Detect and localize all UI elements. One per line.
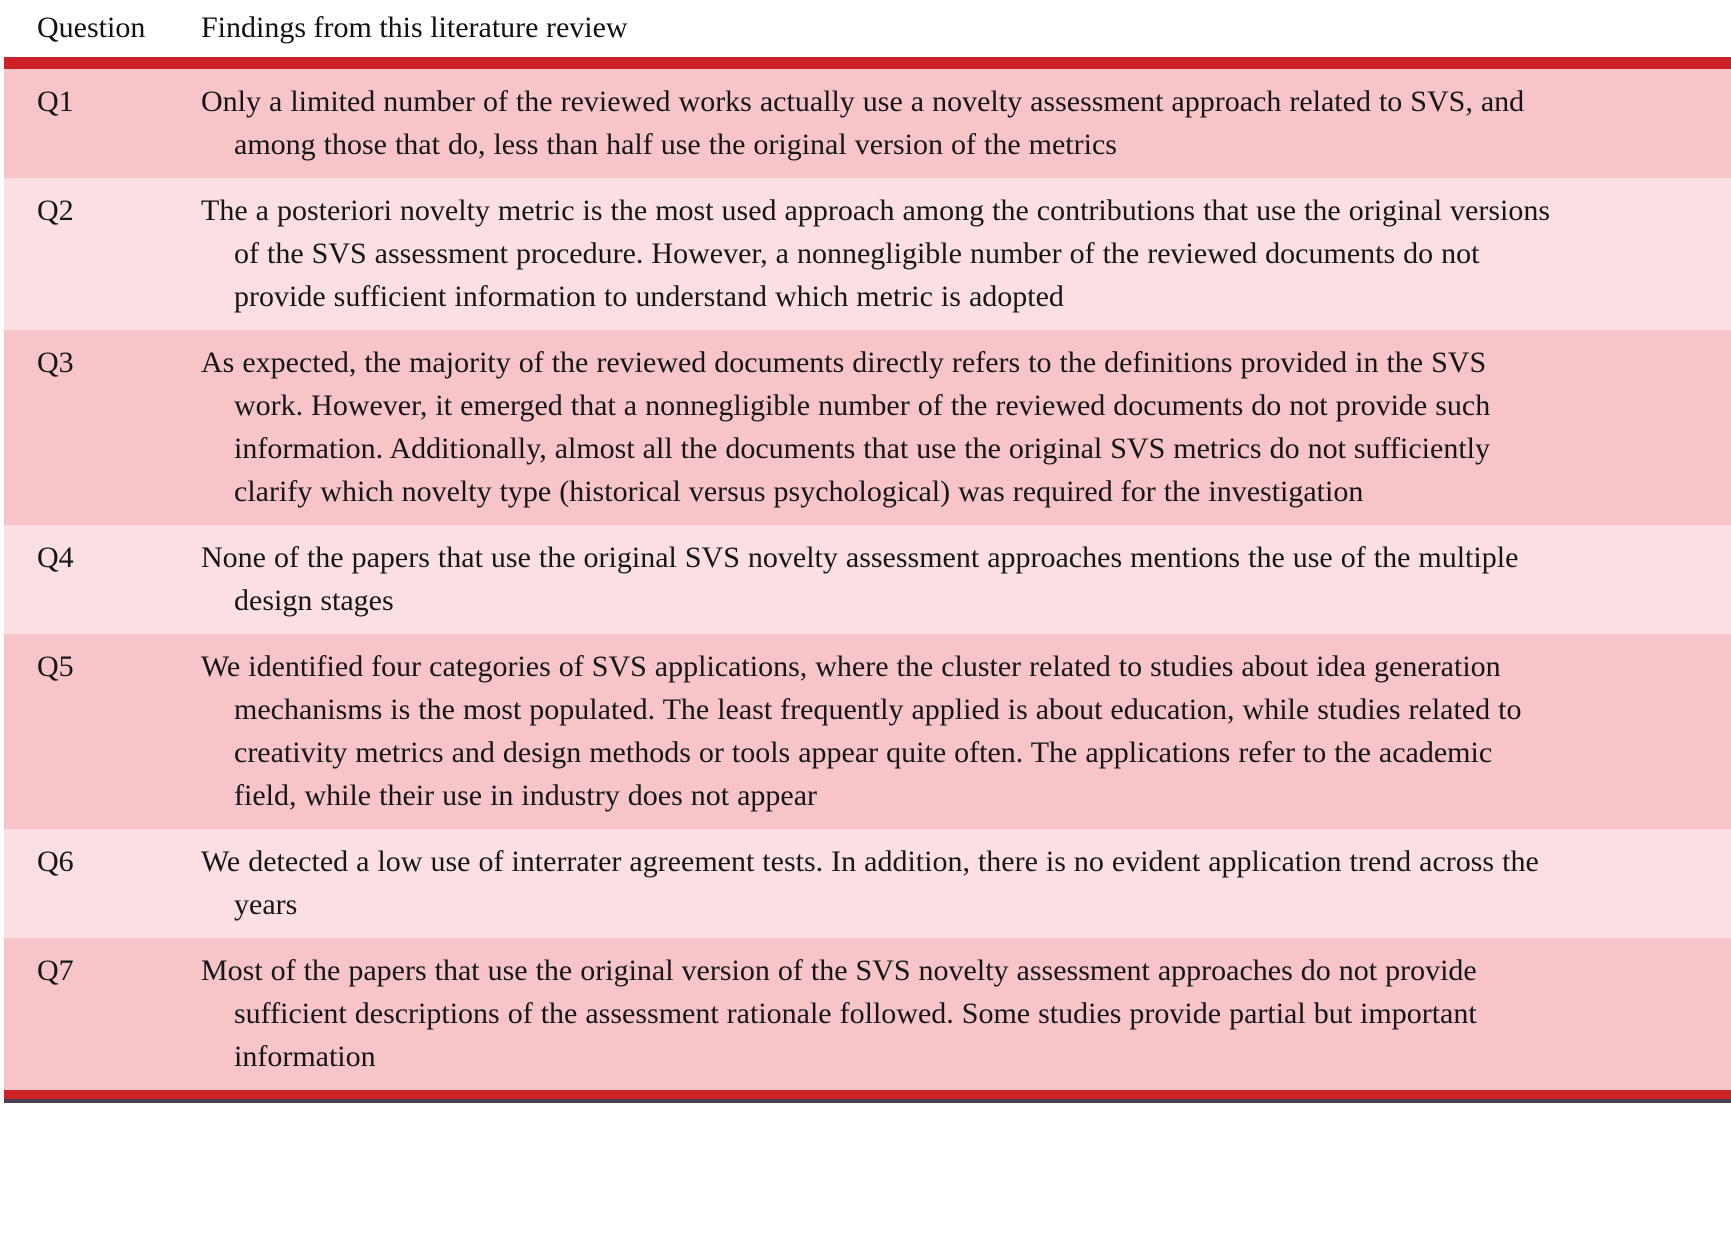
column-header-question: Question [37,11,146,44]
table-row [4,634,1731,829]
finding-text: As expected, the majority of the reviewed documents directly refers to the definitions provided in the SVS work. However, it emerged that a nonnegligible number of the reviewed documents do not provide such information. Additionally, almost all the documents that use the original SVS metrics do not sufficiently clarify which novelty type (historical versus psychological) was required for the investigation [201,346,1491,508]
table-header-row [4,0,1731,57]
table-row [4,938,1731,1090]
table-body [4,69,1731,1090]
question-id: Q6 [37,845,74,878]
finding-text: We detected a low use of interrater agreement tests. In addition, there is no evident application trend across the years [201,845,1539,921]
finding-text: We identified four categories of SVS applications, where the cluster related to studies about idea generation mechanisms is the most populated. The least frequently applied is about education, while studies related to creativity metrics and design methods or tools appear quite often. The applications refer to the academic field, while their use in industry does not appear [201,650,1522,812]
bottom-rule [4,1090,1731,1103]
question-id: Q1 [37,85,74,118]
question-id: Q3 [37,346,74,379]
table-row [4,829,1731,938]
finding-text: The a posteriori novelty metric is the most used approach among the contributions that use the original versions of the SVS assessment procedure. However, a nonnegligible number of the reviewed documents do not provide sufficient information to understand which metric is adopted [201,194,1551,313]
top-rule [4,57,1731,69]
table-row [4,69,1731,178]
question-id: Q5 [37,650,74,683]
finding-text: Most of the papers that use the original version of the SVS novelty assessment approaches do not provide sufficient descriptions of the assessment rationale followed. Some studies provide partial but important information [201,954,1477,1073]
question-id: Q2 [37,194,74,227]
table-row [4,178,1731,330]
findings-table [4,0,1731,1103]
table-row [4,525,1731,634]
table-row [4,330,1731,525]
finding-text: None of the papers that use the original SVS novelty assessment approaches mentions the use of the multiple design stages [201,541,1519,617]
question-id: Q4 [37,541,74,574]
question-id: Q7 [37,954,74,987]
column-header-findings: Findings from this literature review [201,11,628,44]
finding-text: Only a limited number of the reviewed works actually use a novelty assessment approach related to SVS, and among those that do, less than half use the original version of the metrics [201,85,1525,161]
